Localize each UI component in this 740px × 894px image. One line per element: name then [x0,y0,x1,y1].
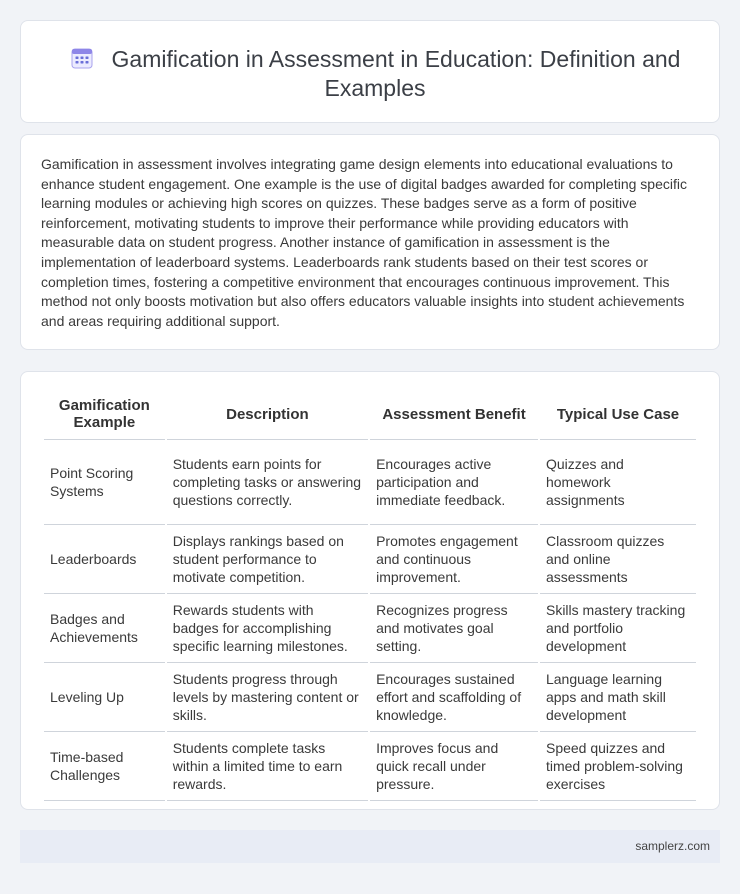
column-header: Gamification Example [44,389,165,440]
table-row [44,440,696,525]
table-cell-example: Leaderboards [44,525,165,594]
table-header-row [44,389,696,440]
table-row [44,525,696,594]
calendar-icon [70,46,94,70]
footer-site-link[interactable]: samplerz.com [635,839,710,853]
table-card [20,371,720,810]
intro-card [20,134,720,350]
column-header: Assessment Benefit [370,389,538,440]
table-cell-description: Students progress through levels by mastering content or skills. [167,663,368,732]
table-cell-example: Point Scoring Systems [44,440,165,525]
table-cell-example: Badges and Achievements [44,594,165,663]
table-cell-example: Time-based Challenges [44,732,165,801]
table-cell-use-case: Quizzes and homework assignments [540,440,696,525]
header-card [20,20,720,123]
intro-paragraph: Gamification in assessment involves integrating game design elements into educational evaluations to enhance student engagement. One example is the use of digital badges awarded for completing specific learning modules or achieving high scores on quizzes. These badges serve as a form of positive reinforcement, motivating students to improve their performance while providing educators with measurable data on student progress. Another instance of gamification in assessment is the implementation of leaderboard systems. Leaderboards rank students based on their test scores or completion times, fostering a competitive environment that encourages continuous improvement. This method not only boosts motivation but also offers educators valuable insights into student achievements and areas requiring additional support. [41,156,687,329]
page-title-text: Gamification in Assessment in Education: Definition and Examples [111,46,681,101]
page-title [51,45,699,103]
table-row [44,663,696,732]
table-cell-example: Leveling Up [44,663,165,732]
footer-bar [20,830,720,863]
table-cell-description: Students complete tasks within a limited time to earn rewards. [167,732,368,801]
title-wrap [51,45,699,103]
table-cell-use-case: Speed quizzes and timed problem-solving exercises [540,732,696,801]
table-row [44,594,696,663]
table-cell-benefit: Encourages active participation and immediate feedback. [370,440,538,525]
table-cell-description: Displays rankings based on student performance to motivate competition. [167,525,368,594]
table-cell-benefit: Recognizes progress and motivates goal setting. [370,594,538,663]
column-header: Typical Use Case [540,389,696,440]
table-cell-use-case: Language learning apps and math skill development [540,663,696,732]
table-cell-benefit: Improves focus and quick recall under pressure. [370,732,538,801]
column-header: Description [167,389,368,440]
table-cell-benefit: Promotes engagement and continuous improvement. [370,525,538,594]
table-cell-use-case: Skills mastery tracking and portfolio development [540,594,696,663]
table-cell-benefit: Encourages sustained effort and scaffolding of knowledge. [370,663,538,732]
table-cell-description: Rewards students with badges for accomplishing specific learning milestones. [167,594,368,663]
table-row [44,732,696,801]
table-cell-use-case: Classroom quizzes and online assessments [540,525,696,594]
table-cell-description: Students earn points for completing tasks or answering questions correctly. [167,440,368,525]
examples-table [42,389,698,801]
